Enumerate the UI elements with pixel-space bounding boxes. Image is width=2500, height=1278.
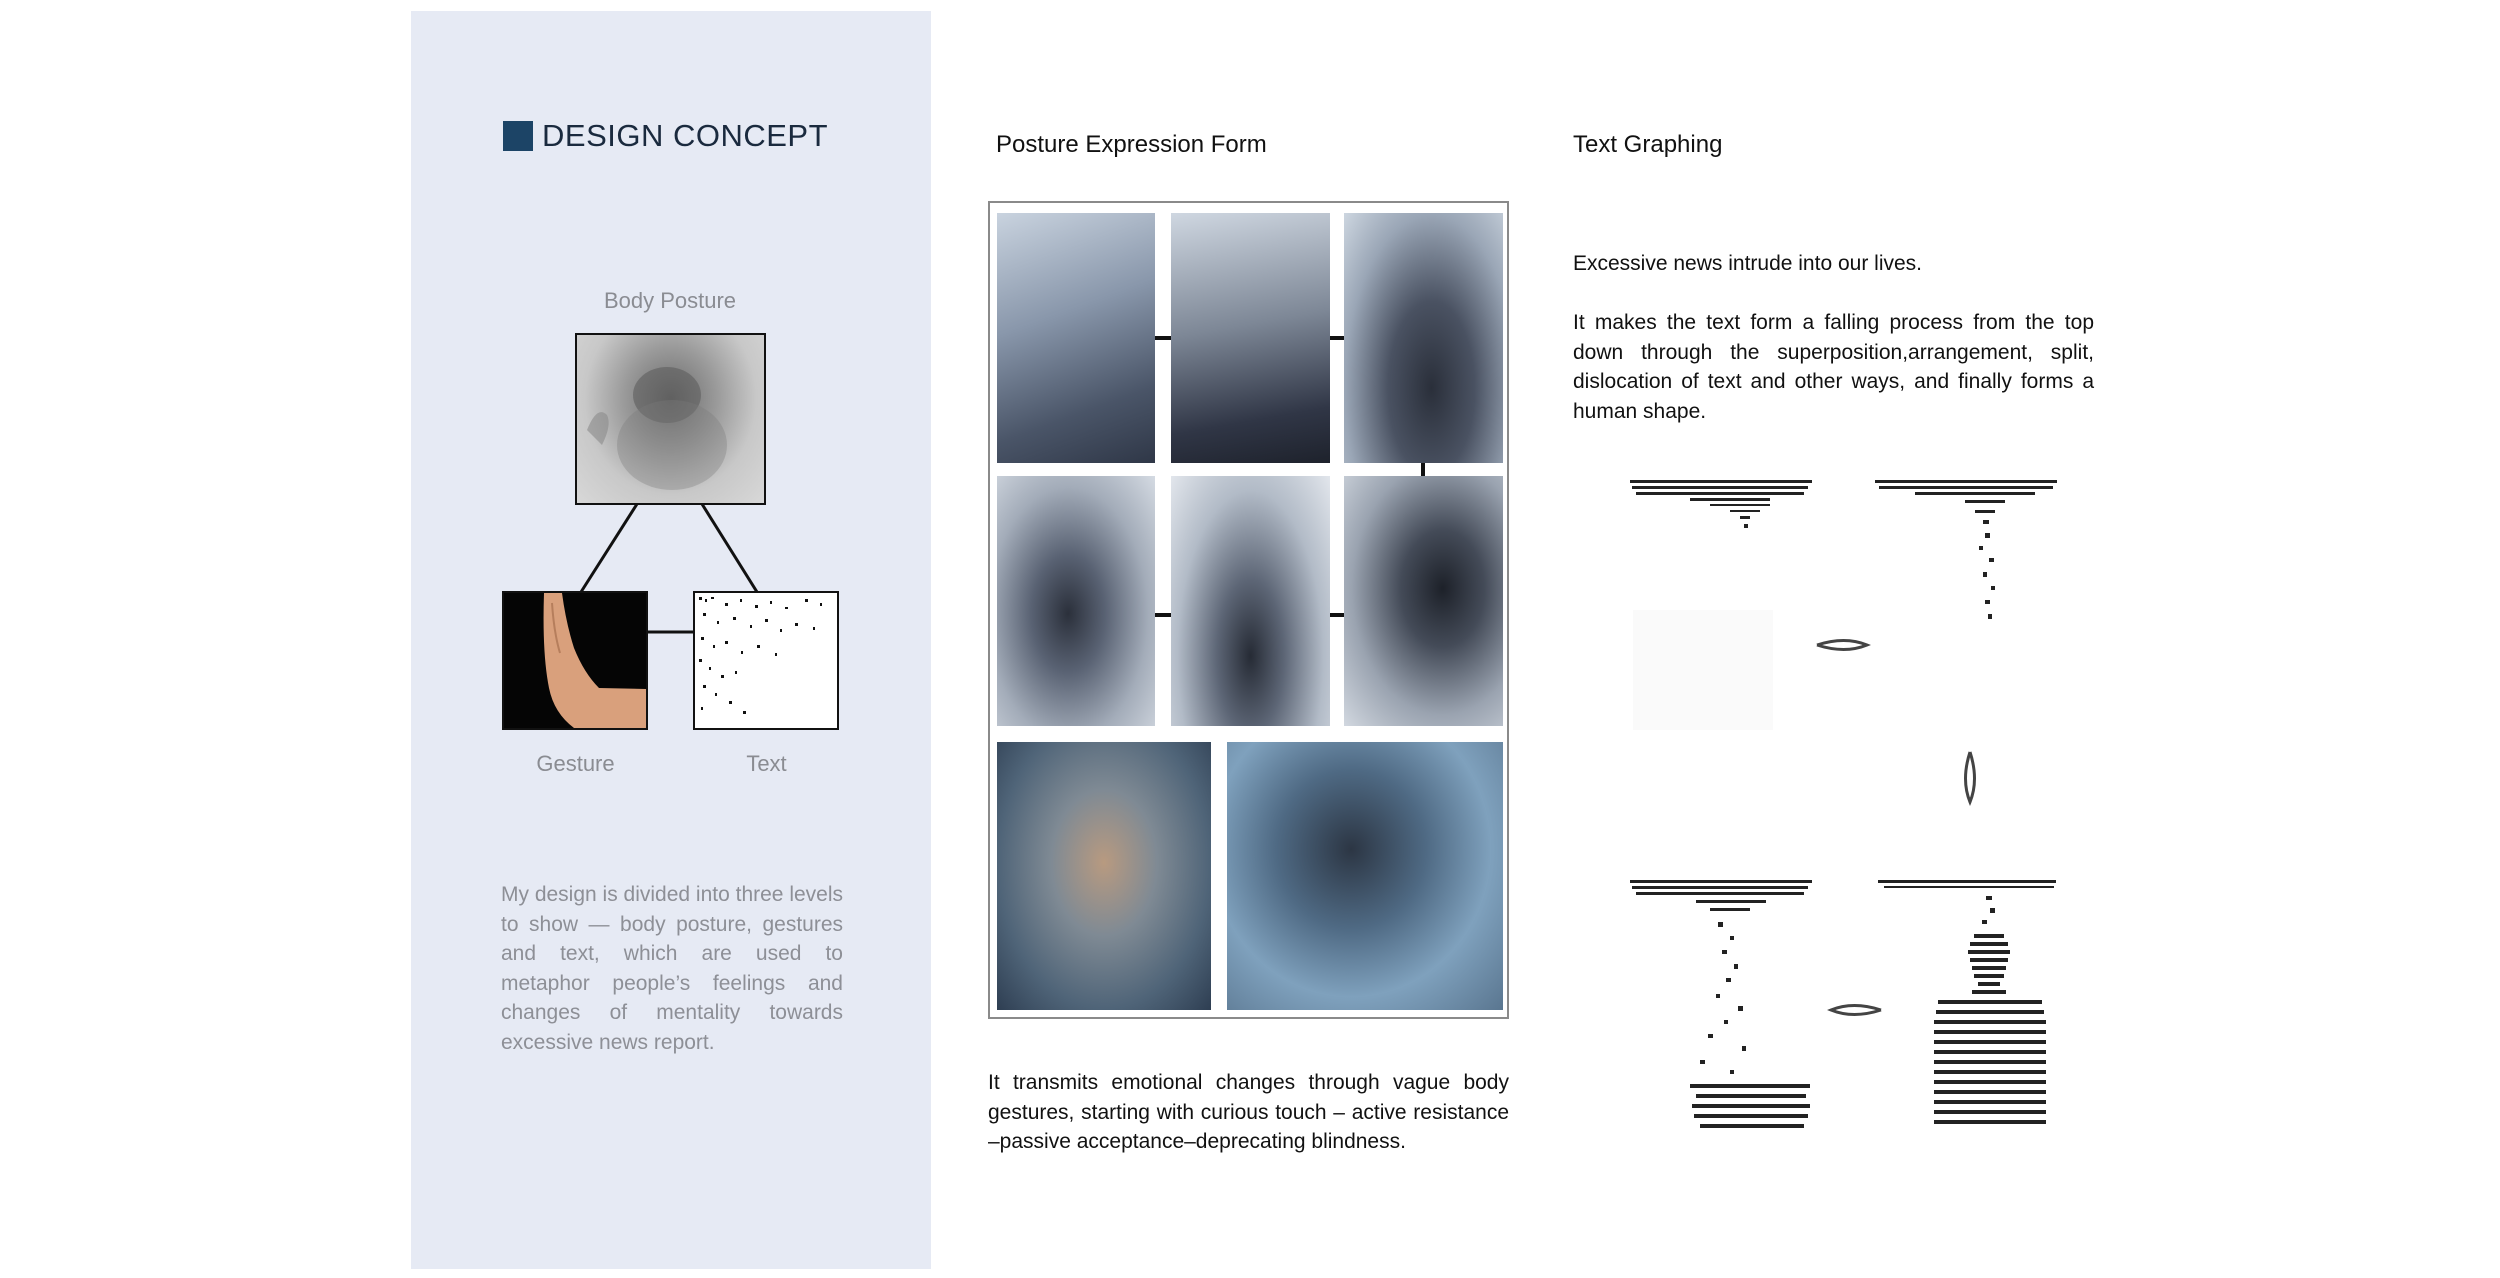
gesture-image [502,591,648,730]
diagram-connector-lines [575,500,775,600]
arrow-left-icon [1825,995,1885,1025]
photo-connector [1330,613,1344,617]
posture-photo-7 [997,742,1211,1010]
gesture-label: Gesture [536,751,615,776]
text-graphing-heading: Text Graphing [1573,131,1723,158]
design-description: My design is divided into three levels to show — body posture, gestures and text, which are used to metaphor people’s feelings and changes of mentality towards excessive news report. [501,883,844,1054]
text-pattern-image [693,591,839,730]
title-square-icon [503,121,533,151]
text-fall-stage-4 [1878,878,2063,1133]
photo-connector [1421,463,1425,476]
posture-photo-3 [1344,213,1503,463]
text-graphing-intro: Excessive news intrude into our lives. [1573,252,1922,275]
diagram-horizontal-connector [646,628,696,636]
posture-photo-6 [1344,476,1503,726]
text-fall-stage-empty [1633,610,1773,730]
body-posture-image [575,333,766,505]
text-fall-stage-2 [1875,478,2060,628]
photo-connector [1330,336,1344,340]
posture-photo-4 [997,476,1155,726]
text-fall-stage-1 [1630,478,1815,538]
posture-photo-1 [997,213,1155,463]
posture-caption: It transmits emotional changes through vague body gestures, starting with curious touch – active resistance –passive acceptance–deprecating blindness. [988,1071,1509,1153]
text-label: Text [746,751,787,776]
photo-connector [1155,336,1171,340]
body-posture-label: Body Posture [603,288,737,313]
photo-connector [1155,613,1171,617]
posture-expression-heading: Posture Expression Form [996,131,1267,158]
posture-photo-5 [1171,476,1330,726]
arrow-right-icon [1815,630,1875,660]
text-graphing-description: It makes the text form a falling process from the top down through the superposition,arrangement, split, dislocation of text and other ways, and finally forms a human shape. [1573,311,2094,423]
posture-photo-8 [1227,742,1503,1010]
design-concept-panel [411,11,931,1269]
text-fall-stage-3 [1630,878,1815,1133]
posture-photo-grid [988,201,1509,1019]
arrow-down-icon [1955,750,1985,810]
posture-photo-2 [1171,213,1330,463]
section-title: DESIGN CONCEPT [542,118,829,153]
